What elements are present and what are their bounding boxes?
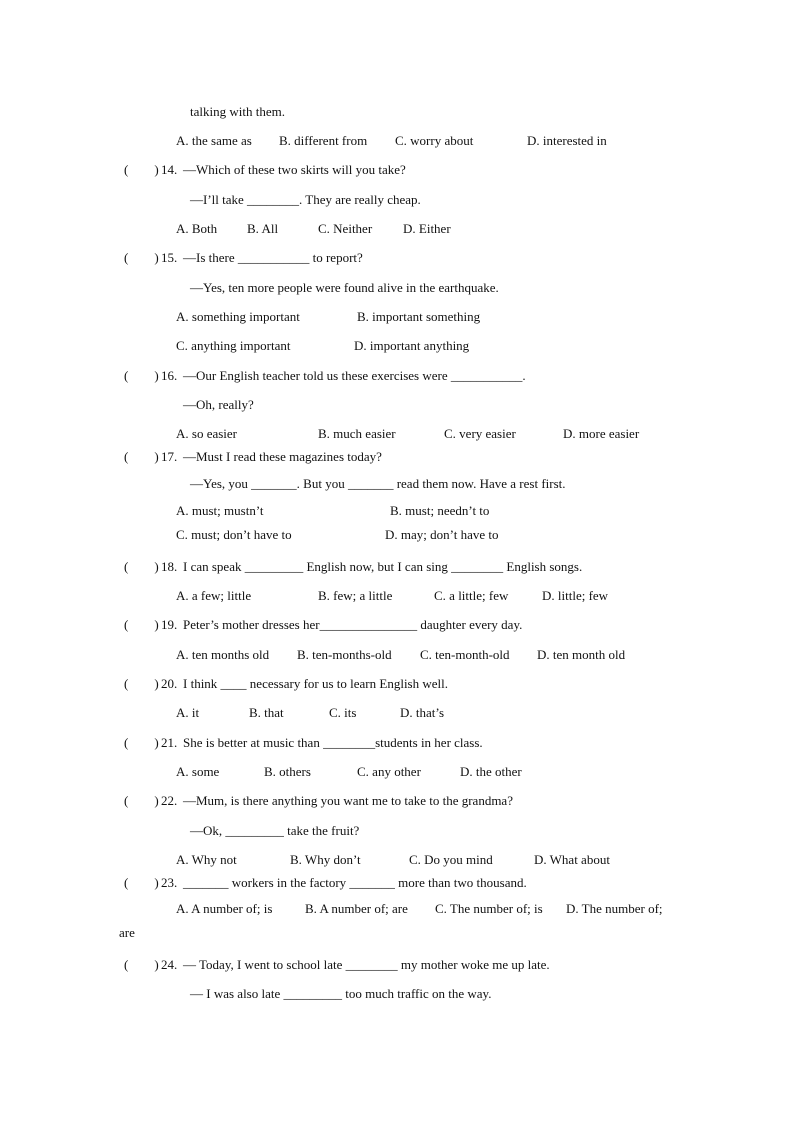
- q13-option-b: B. different from: [279, 133, 368, 148]
- q14-reply: —I’ll take ________. They are really cheap.: [190, 192, 421, 207]
- q16-option-b: B. much easier: [318, 426, 396, 441]
- q24-stem: — Today, I went to school late ________ my mother woke me up late.: [183, 957, 550, 972]
- q23-option-c: C. The number of; is: [435, 901, 543, 916]
- q19-option-b: B. ten-months-old: [297, 647, 392, 662]
- q14-option-b: B. All: [247, 221, 279, 236]
- q19-stem: Peter’s mother dresses her_______________ daughter every day.: [183, 617, 523, 632]
- q20-option-a: A. it: [176, 705, 200, 720]
- q13-option-a: A. the same as: [176, 133, 252, 148]
- q18-number: 18.: [161, 559, 178, 574]
- q16-number: 16.: [161, 368, 178, 383]
- q16-answer-paren: ( ): [124, 368, 159, 383]
- q20-number: 20.: [161, 676, 178, 691]
- q15-option-a: A. something important: [176, 309, 300, 324]
- q22-option-b: B. Why don’t: [290, 852, 361, 867]
- q20-option-d: D. that’s: [400, 705, 445, 720]
- q22-number: 22.: [161, 793, 178, 808]
- q19-option-c: C. ten-month-old: [420, 647, 510, 662]
- q21-number: 21.: [161, 735, 178, 750]
- q15-answer-paren: ( ): [124, 250, 159, 265]
- q23-number: 23.: [161, 875, 178, 890]
- q22-option-c: C. Do you mind: [409, 852, 493, 867]
- q14-answer-paren: ( ): [124, 162, 159, 177]
- q15-option-d: D. important anything: [354, 338, 470, 353]
- q24-answer-paren: ( ): [124, 957, 159, 972]
- q24-number: 24.: [161, 957, 178, 972]
- q23-stem: _______ workers in the factory _______ more than two thousand.: [183, 875, 527, 890]
- q15-number: 15.: [161, 250, 178, 265]
- q18-answer-paren: ( ): [124, 559, 159, 574]
- q20-option-c: C. its: [329, 705, 357, 720]
- q14-stem: —Which of these two skirts will you take?: [183, 162, 406, 177]
- q15-stem: —Is there ___________ to report?: [183, 250, 363, 265]
- q19-option-a: A. ten months old: [176, 647, 270, 662]
- q20-option-b: B. that: [249, 705, 284, 720]
- q21-option-c: C. any other: [357, 764, 421, 779]
- q18-stem: I can speak _________ English now, but I can sing ________ English songs.: [183, 559, 583, 574]
- q23-option-b: B. A number of; are: [305, 901, 408, 916]
- q17-answer-paren: ( ): [124, 449, 159, 464]
- q21-stem: She is better at music than ________students in her class.: [183, 735, 483, 750]
- q17-number: 17.: [161, 449, 178, 464]
- q22-stem: —Mum, is there anything you want me to take to the grandma?: [183, 793, 513, 808]
- q15-reply: —Yes, ten more people were found alive in the earthquake.: [190, 280, 499, 295]
- q14-option-d: D. Either: [403, 221, 451, 236]
- q22-option-a: A. Why not: [176, 852, 237, 867]
- q20-stem: I think ____ necessary for us to learn English well.: [183, 676, 448, 691]
- q22-answer-paren: ( ): [124, 793, 159, 808]
- q21-option-b: B. others: [264, 764, 311, 779]
- q16-reply: —Oh, really?: [183, 397, 254, 412]
- q17-option-b: B. must; needn’t to: [390, 503, 490, 518]
- q17-stem: —Must I read these magazines today?: [183, 449, 382, 464]
- q14-number: 14.: [161, 162, 178, 177]
- q23-option-d: D. The number of;: [566, 901, 663, 916]
- q23-option-d-wrap: are: [119, 925, 135, 940]
- q18-option-d: D. little; few: [542, 588, 609, 603]
- q17-reply: —Yes, you _______. But you _______ read them now. Have a rest first.: [190, 476, 566, 491]
- q15-option-b: B. important something: [357, 309, 481, 324]
- q24-reply: — I was also late _________ too much traffic on the way.: [190, 986, 492, 1001]
- q18-option-a: A. a few; little: [176, 588, 252, 603]
- q18-option-b: B. few; a little: [318, 588, 393, 603]
- q20-answer-paren: ( ): [124, 676, 159, 691]
- q21-answer-paren: ( ): [124, 735, 159, 750]
- q16-stem: —Our English teacher told us these exercises were ___________.: [183, 368, 526, 383]
- q19-number: 19.: [161, 617, 178, 632]
- q16-option-d: D. more easier: [563, 426, 640, 441]
- q22-reply: —Ok, _________ take the fruit?: [190, 823, 360, 838]
- q19-answer-paren: ( ): [124, 617, 159, 632]
- q21-option-d: D. the other: [460, 764, 522, 779]
- q21-option-a: A. some: [176, 764, 220, 779]
- q14-option-a: A. Both: [176, 221, 218, 236]
- q16-option-a: A. so easier: [176, 426, 238, 441]
- q13-continuation: talking with them.: [190, 104, 285, 119]
- q23-option-a: A. A number of; is: [176, 901, 273, 916]
- q15-option-c: C. anything important: [176, 338, 291, 353]
- q16-option-c: C. very easier: [444, 426, 516, 441]
- q22-option-d: D. What about: [534, 852, 610, 867]
- q17-option-a: A. must; mustn’t: [176, 503, 264, 518]
- q23-answer-paren: ( ): [124, 875, 159, 890]
- q13-option-c: C. worry about: [395, 133, 474, 148]
- q13-option-d: D. interested in: [527, 133, 607, 148]
- q14-option-c: C. Neither: [318, 221, 373, 236]
- q19-option-d: D. ten month old: [537, 647, 626, 662]
- q17-option-c: C. must; don’t have to: [176, 527, 292, 542]
- q17-option-d: D. may; don’t have to: [385, 527, 499, 542]
- q18-option-c: C. a little; few: [434, 588, 509, 603]
